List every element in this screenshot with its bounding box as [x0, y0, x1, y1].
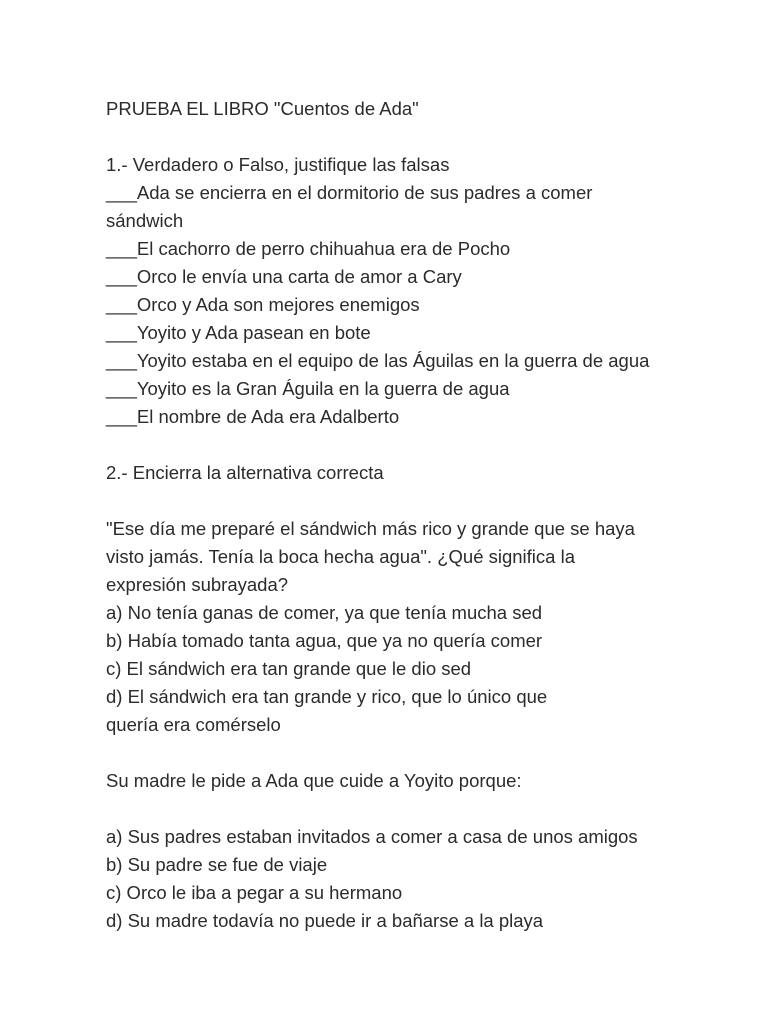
- spacer: [106, 795, 706, 823]
- question2-option: d) Su madre todavía no puede ir a bañarse a la playa: [106, 910, 544, 931]
- spacer: [106, 739, 706, 767]
- question1-option-continuation: quería era comérselo: [106, 714, 281, 735]
- question2-option: a) Sus padres estaban invitados a comer a casa de unos amigos: [106, 826, 638, 847]
- document-title: PRUEBA EL LIBRO "Cuentos de Ada": [106, 98, 419, 119]
- question1-text: "Ese día me preparé el sándwich más rico y grande que se haya: [106, 518, 635, 539]
- true-false-item: ___Yoyito y Ada pasean en bote: [106, 322, 371, 343]
- true-false-item-continuation: sándwich: [106, 210, 184, 231]
- document-page: [106, 95, 706, 935]
- question1-option: c) El sándwich era tan grande que le dio sed: [106, 658, 472, 679]
- question2-option: b) Su padre se fue de viaje: [106, 854, 328, 875]
- section1-heading: 1.- Verdadero o Falso, justifique las falsas: [106, 154, 450, 175]
- spacer: [106, 487, 706, 515]
- spacer: [106, 431, 706, 459]
- true-false-item: ___Yoyito es la Gran Águila en la guerra de agua: [106, 378, 510, 399]
- true-false-item: ___Orco y Ada son mejores enemigos: [106, 294, 420, 315]
- question1-option: b) Había tomado tanta agua, que ya no quería comer: [106, 630, 543, 651]
- true-false-item: ___Yoyito estaba en el equipo de las Águilas en la guerra de agua: [106, 350, 650, 371]
- true-false-item: ___El cachorro de perro chihuahua era de Pocho: [106, 238, 511, 259]
- true-false-item: ___El nombre de Ada era Adalberto: [106, 406, 400, 427]
- question2-prompt: Su madre le pide a Ada que cuide a Yoyito porque:: [106, 770, 522, 791]
- question1-text: visto jamás. Tenía la boca hecha agua". ¿Qué significa la: [106, 546, 575, 567]
- question1-text: expresión subrayada?: [106, 574, 289, 595]
- question1-option: d) El sándwich era tan grande y rico, que lo único que: [106, 686, 548, 707]
- true-false-item: ___Orco le envía una carta de amor a Cary: [106, 266, 462, 287]
- true-false-item: ___Ada se encierra en el dormitorio de sus padres a comer: [106, 182, 593, 203]
- section2-heading: 2.- Encierra la alternativa correcta: [106, 462, 384, 483]
- question2-option: c) Orco le iba a pegar a su hermano: [106, 882, 403, 903]
- spacer: [106, 123, 706, 151]
- question1-option: a) No tenía ganas de comer, ya que tenía mucha sed: [106, 602, 543, 623]
